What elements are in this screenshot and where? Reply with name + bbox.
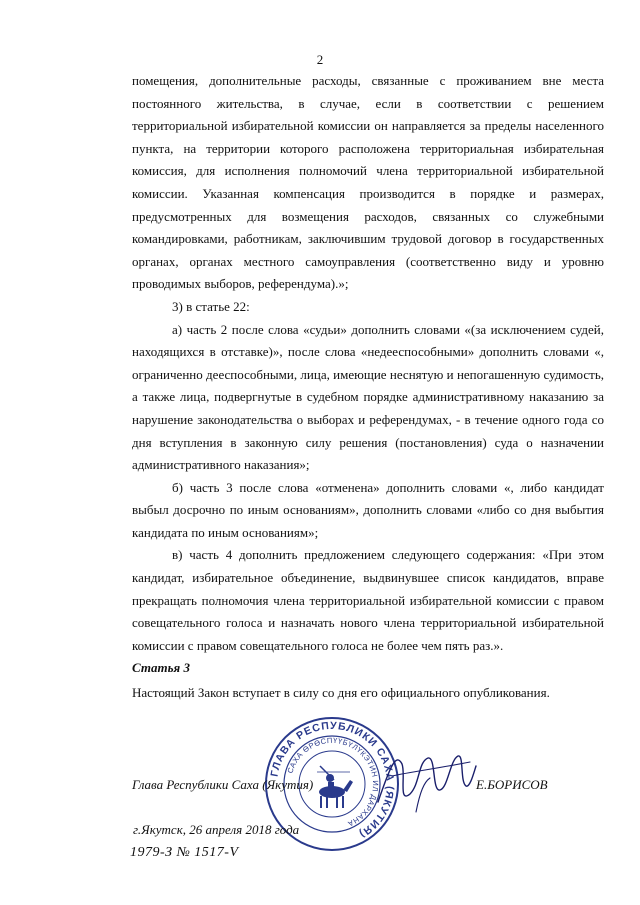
place-date: г.Якутск, 26 апреля 2018 года xyxy=(133,822,300,837)
article-text: Настоящий Закон вступает в силу со дня его официального опубликования. xyxy=(132,685,550,700)
page-number: 2 xyxy=(316,52,324,67)
rider-emblem-icon xyxy=(317,766,353,808)
paragraph-item-b: б) часть 3 после слова «отменена» дополнить словами «, либо кандидат выбыл досрочно по иным основаниям», дополнить словами «либо со дня выбытия кандидата по иным основаниям»; xyxy=(132,479,604,540)
seal-outer-text: ГЛАВА РЕСПУБЛИКИ САХА (ЯКУТИЯ) xyxy=(268,719,397,841)
paragraph-item-3: 3) в статье 22: xyxy=(172,298,250,314)
handwritten-signature xyxy=(370,742,480,822)
paragraph-continuation: помещения, дополнительные расходы, связанные с проживанием вне места постоянного жительства, в случае, если в соответствии с решением территориальной избирательной комиссии он направляется за пределы населенного пункта, на территории которого расположена территориальная избирательная комиссия, для исполнения полномочий члена территориальной избирательной комиссии. Указанная компенсация производится в порядке и размерах, предусмотренных для возмещения расходов, связанных со служебными командировками, работникам, заключившим трудовой договор в государственных органах, органах местного самоуправления (соответственно виду и уровню проводимых выборов, референдума).»; xyxy=(132,73,604,292)
seal-inner-text: САХА ӨРӨСПҮҮБҮЛҮКЭТИН ИЛ ДАРХАНА xyxy=(285,735,381,829)
law-number: 1979-З № 1517-V xyxy=(130,845,239,860)
paragraph-item-a: а) часть 2 после слова «судьи» дополнить словами «(за исключением судей, находящихся в отставке)», после слова «недееспособными» дополнить словами «, ограниченно дееспособными, лица, имеющие неснятую и непогашенную судимость, а также лица, подвергнутые в судебном порядке административному наказанию за нарушение законодательства о выборах и референдумах, - в течение одного года со дня вступления в законную силу решения (постановления) суда о назначении административного наказания»; xyxy=(132,321,604,473)
signatory-name: Е.БОРИСОВ xyxy=(476,777,548,792)
paragraph-item-v: в) часть 4 дополнить предложением следующего содержания: «При этом кандидат, избирательное объединение, выдвинувшее список кандидатов, вправе прекращать полномочия члена территориальной избирательной комиссии с правом совещательного голоса и назначать нового члена территориальной избирательной комиссии с правом совещательного голоса не более чем пять раз.». xyxy=(132,547,604,653)
document-body xyxy=(132,70,604,657)
article-heading: Статья 3 xyxy=(132,660,190,675)
signatory-title: Глава Республики Саха (Якутия) xyxy=(132,777,314,792)
